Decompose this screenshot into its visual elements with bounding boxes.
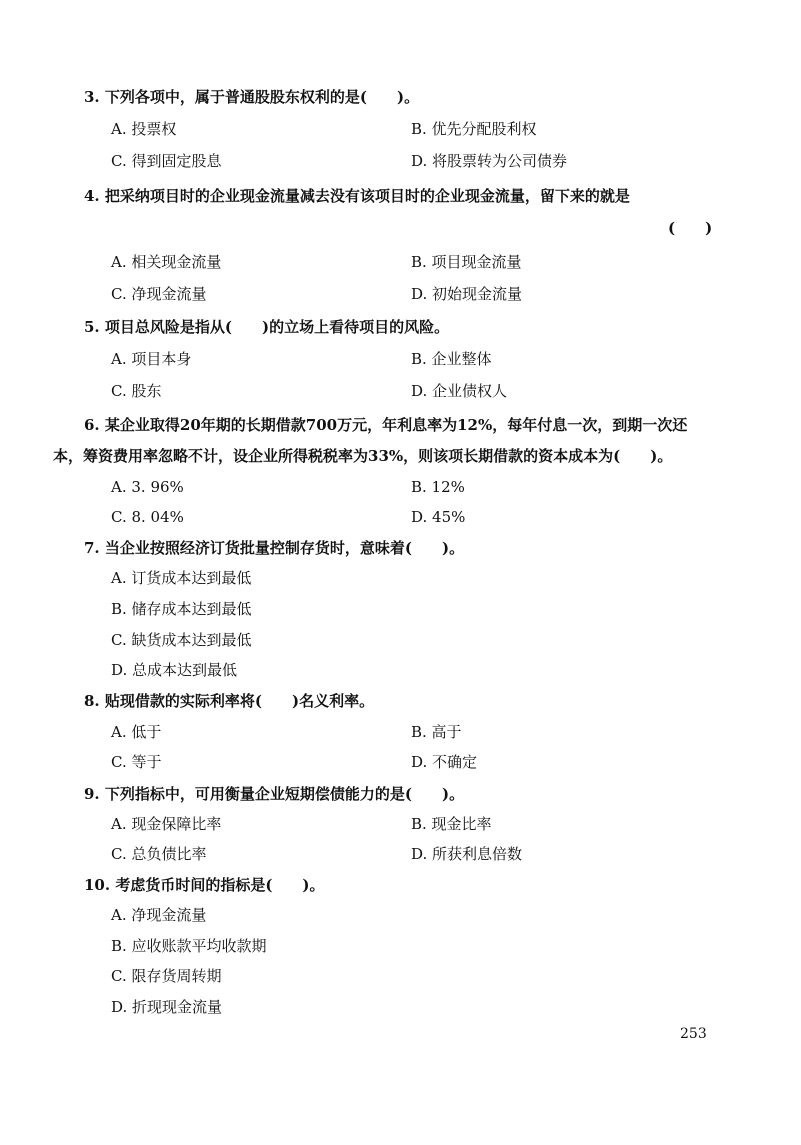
question-10-option-d: D. 折现现金流量 — [111, 998, 223, 1016]
question-6-stem-line-1: 6. 某企业取得20年期的长期借款700万元，年利息率为12%，每年付息一次，到期一次还 — [84, 416, 688, 434]
question-9-option-b: B. 现金比率 — [411, 815, 492, 833]
question-8-option-a: A. 低于 — [111, 723, 162, 741]
question-9-stem: 9. 下列指标中，可用衡量企业短期偿债能力的是( )。 — [84, 785, 465, 803]
question-9-option-c: C. 总负债比率 — [111, 845, 207, 863]
question-4-option-c: C. 净现金流量 — [111, 285, 207, 303]
question-6-option-a: A. 3. 96% — [111, 478, 184, 496]
question-6-option-c: C. 8. 04% — [111, 508, 184, 526]
question-3-option-a: A. 投票权 — [111, 120, 177, 138]
question-3-stem: 3. 下列各项中，属于普通股股东权利的是( )。 — [84, 88, 420, 106]
question-7-option-c: C. 缺货成本达到最低 — [111, 631, 252, 649]
question-3-option-d: D. 将股票转为公司债券 — [411, 152, 568, 170]
question-10-option-b: B. 应收账款平均收款期 — [111, 937, 267, 955]
question-5-option-a: A. 项目本身 — [111, 350, 192, 368]
question-10-stem: 10. 考虑货币时间的指标是( )。 — [84, 876, 325, 894]
question-4-option-d: D. 初始现金流量 — [411, 285, 523, 303]
question-7-stem: 7. 当企业按照经济订货批量控制存货时，意味着( )。 — [84, 539, 465, 557]
question-5-option-c: C. 股东 — [111, 382, 162, 400]
question-8-option-c: C. 等于 — [111, 753, 162, 771]
question-9-option-a: A. 现金保障比率 — [111, 815, 222, 833]
question-6-stem-line-2: 本，筹资费用率忽略不计，设企业所得税税率为33%，则该项长期借款的资本成本为( )。 — [53, 447, 673, 465]
question-7-option-d: D. 总成本达到最低 — [111, 661, 238, 679]
question-4-option-b: B. 项目现金流量 — [411, 253, 522, 271]
question-5-stem: 5. 项目总风险是指从( )的立场上看待项目的风险。 — [84, 318, 450, 336]
question-7-option-b: B. 储存成本达到最低 — [111, 600, 252, 618]
question-3-option-c: C. 得到固定股息 — [111, 152, 222, 170]
question-10-option-c: C. 限存货周转期 — [111, 967, 222, 985]
question-9-option-d: D. 所获利息倍数 — [411, 845, 523, 863]
question-6-option-b: B. 12% — [411, 478, 465, 496]
question-8-option-d: D. 不确定 — [411, 753, 478, 771]
question-7-option-a: A. 订货成本达到最低 — [111, 569, 252, 587]
question-5-option-b: B. 企业整体 — [411, 350, 492, 368]
question-3-option-b: B. 优先分配股利权 — [411, 120, 537, 138]
page-number: 253 — [680, 1026, 707, 1042]
question-8-option-b: B. 高于 — [411, 723, 462, 741]
question-10-option-a: A. 净现金流量 — [111, 906, 207, 924]
question-4-option-a: A. 相关现金流量 — [111, 253, 222, 271]
question-6-option-d: D. 45% — [411, 508, 466, 526]
question-8-stem: 8. 贴现借款的实际利率将( )名义利率。 — [84, 692, 375, 710]
question-4-stem: 4. 把采纳项目时的企业现金流量减去没有该项目时的企业现金流量，留下来的就是 — [84, 187, 630, 205]
question-5-option-d: D. 企业债权人 — [411, 382, 508, 400]
question-4-answer-blank: ( ) — [668, 219, 713, 237]
